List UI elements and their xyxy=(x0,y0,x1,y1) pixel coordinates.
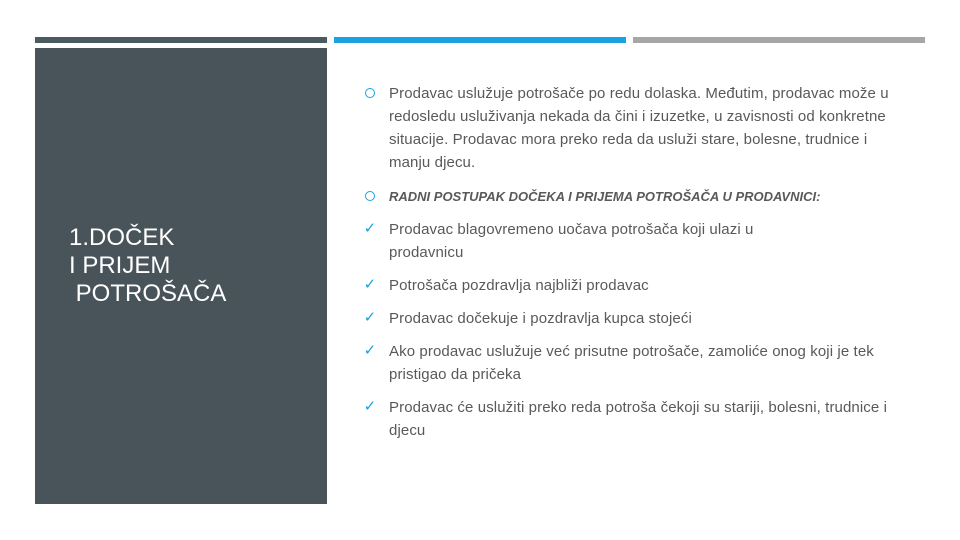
checkmark-icon: ✓ xyxy=(363,276,377,293)
list-item xyxy=(362,218,829,264)
checkmark-icon: ✓ xyxy=(363,220,377,237)
bullet-list xyxy=(362,82,902,442)
list-item xyxy=(362,274,902,297)
item-text: Potrošača pozdravlja najbliži prodavac xyxy=(389,277,649,294)
item-text: Prodavac uslužuje potrošače po redu dolaska. Međutim, prodavac može u redosledu usluživanja nekada da čini i izuzetke, u zavisnosti od konkretne situacije. Prodavac mora preko reda da usluži stare, bolesne, trudnice i manju djecu. xyxy=(389,85,889,171)
section-heading: RADNI POSTUPAK DOČEKA I PRIJEMA POTROŠAČA U PRODAVNICI: xyxy=(389,189,821,204)
slide-title: 1.DOČEK I PRIJEM POTROŠAČA xyxy=(69,224,227,307)
list-item xyxy=(362,82,909,174)
top-bar-dark xyxy=(35,37,327,43)
checkmark-icon: ✓ xyxy=(363,398,377,415)
checkmark-icon: ✓ xyxy=(363,309,377,326)
item-text: Prodavac će uslužiti preko reda potroša čekoji su stariji, bolesni, trudnice i djecu xyxy=(389,399,888,439)
item-text: Prodavac dočekuje i pozdravlja kupca stojeći xyxy=(389,310,692,327)
list-item xyxy=(362,396,909,442)
list-item xyxy=(362,307,902,330)
top-bar-gray xyxy=(633,37,925,43)
item-text: Prodavac blagovremeno uočava potrošača koji ulazi u prodavnicu xyxy=(389,221,754,261)
item-text: Ako prodavac uslužuje već prisutne potrošače, zamoliće onog koji je tek pristigao da pričeka xyxy=(389,343,874,383)
checkmark-icon: ✓ xyxy=(363,342,377,359)
list-item xyxy=(362,185,902,208)
circle-bullet-icon xyxy=(362,85,378,101)
title-panel xyxy=(35,48,327,504)
circle-bullet-icon xyxy=(362,188,378,204)
list-item xyxy=(362,340,889,386)
top-bar-blue xyxy=(334,37,626,43)
